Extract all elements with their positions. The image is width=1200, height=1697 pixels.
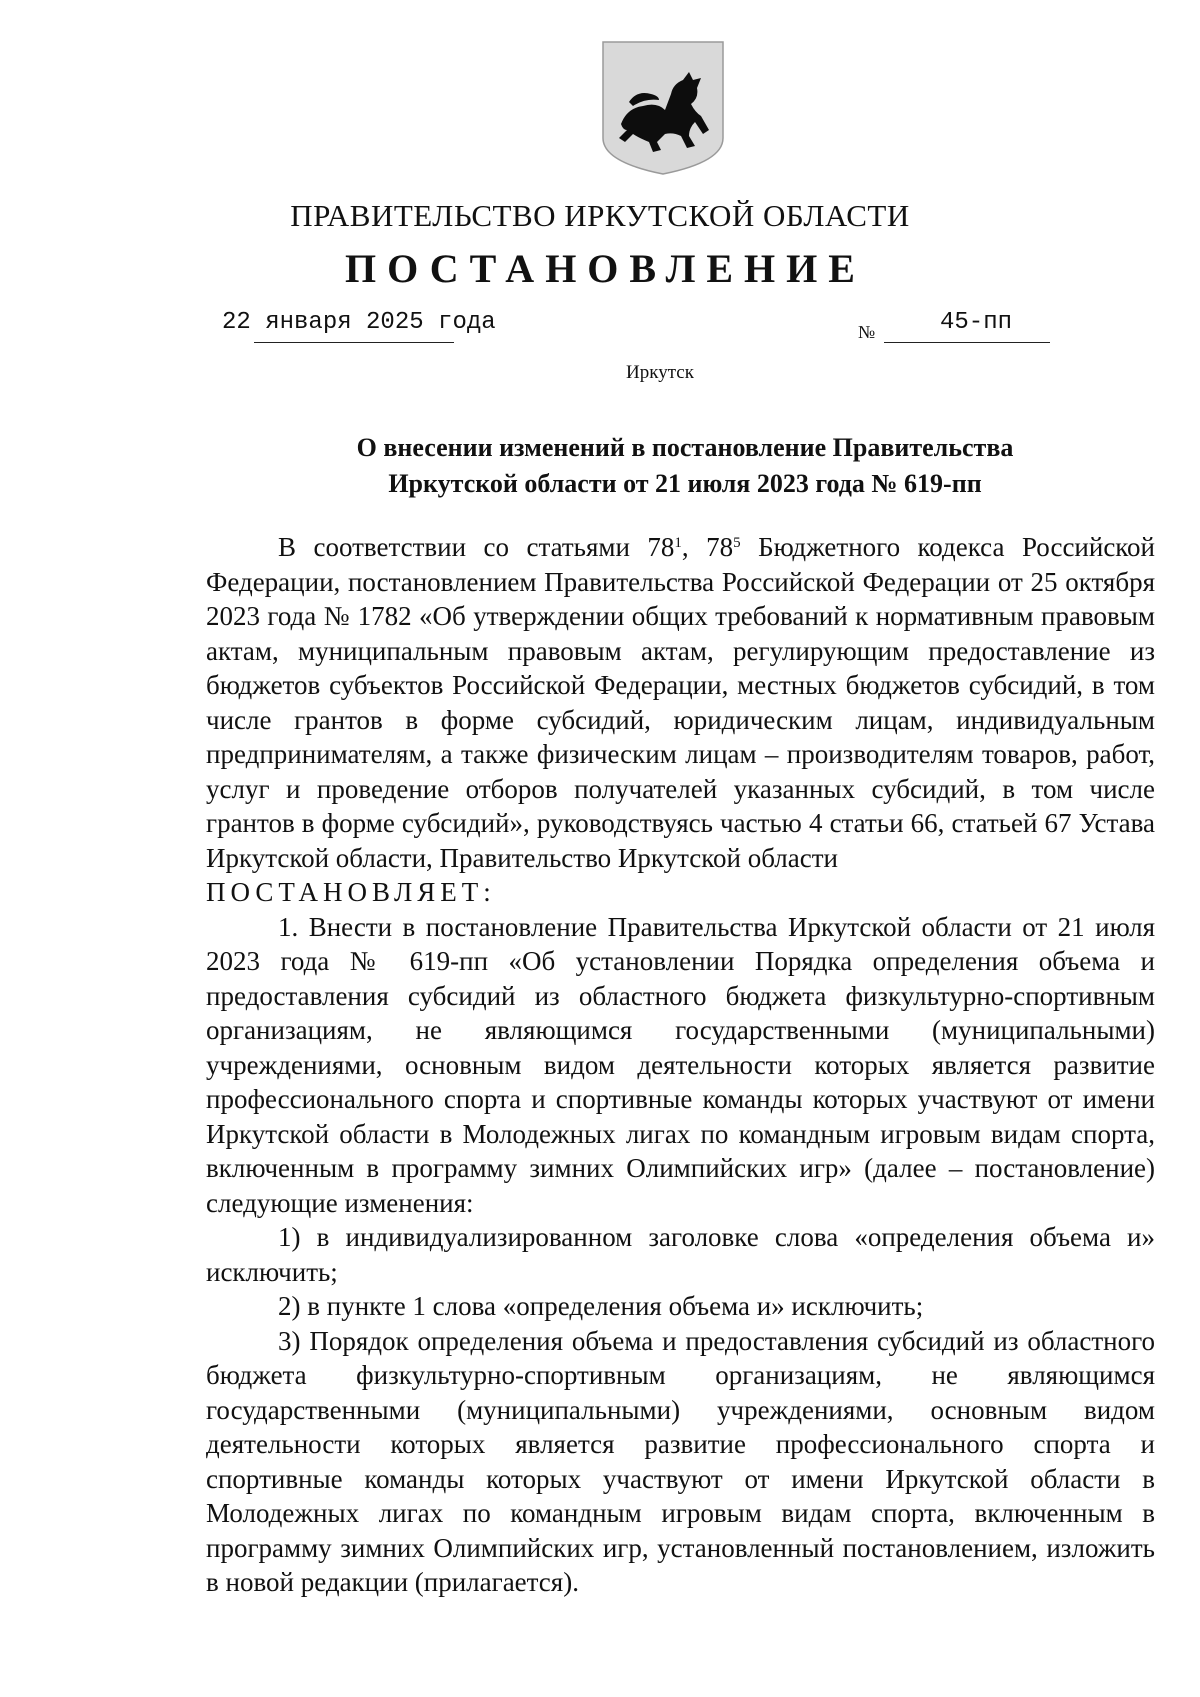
coat-of-arms-emblem [599,38,727,178]
number-sign: № [858,322,876,342]
preamble-text-2: , 78 [681,532,734,562]
document-type: ПОСТАНОВЛЕНИЕ [345,246,866,291]
city-name: Иркутск [626,362,694,383]
resolves-heading: ПОСТАНОВЛЯЕТ: [206,877,496,907]
government-name: ПРАВИТЕЛЬСТВО ИРКУТСКОЙ ОБЛАСТИ [290,198,910,233]
superscript-5: 5 [733,535,741,551]
date-underline [254,342,454,343]
item-1-paragraph: 1. Внести в постановление Правительства Иркутской области от 21 июля 2023 года № 619-пп «Об установлении Порядка определения объема и предоставления субсидий из областного бюджета физкультурно-спортивным организациям, не являющимся государственными (муниципальными) учреждениями, основным видом деятельности которых является развитие профессионального спорта и спортивные команды которых участвуют от имени Иркутской области в Молодежных лигах по командным игровым видам спорта, включенным в программу зимних Олимпийских игр» (далее – постановление) следующие изменения: [206,911,1155,1218]
subitem-2-paragraph: 2) в пункте 1 слова «определения объема и» исключить; [278,1291,924,1321]
document-body [206,530,1155,1600]
document-title [210,430,1160,502]
superscript-1: 1 [674,535,682,551]
preamble-paragraph [206,530,1155,875]
document-number: 45-пп [940,309,1013,336]
emblem-shield [603,42,723,174]
number-underline [884,342,1050,343]
preamble-text-3: Бюджетного кодекса Российской Федерации, постановлением Правительства Российской Федерации от 25 октября 2023 года № 1782 «Об утверждении общих требований к нормативным правовым актам, муниципальным правовым актам, регулирующим предоставление из бюджетов субъектов Российской Федерации, местных бюджетов субсидий, в том числе грантов в форме субсидий, юридическим лицам, индивидуальным предпринимателям, а также физическим лицам – производителям товаров, работ, услуг и проведение отборов получателей указанных субсидий, в том числе грантов в форме субсидий», руководствуясь частью 4 статьи 66, статьей 67 Устава Иркутской области, Правительство Иркутской области [206,532,1155,873]
subitem-3-paragraph: 3) Порядок определения объема и предоставления субсидий из областного бюджета физкультурно-спортивным организациям, не являющимся государственными (муниципальными) учреждениями, основным видом деятельности которых является развитие профессионального спорта и спортивные команды которых участвуют от имени Иркутской области в Молодежных лигах по командным игровым видам спорта, включенным в программу зимних Олимпийских игр, установленный постановлением, изложить в новой редакции (прилагается). [206,1325,1155,1597]
preamble-text-1: В соответствии со статьями 78 [278,532,675,562]
title-line-2: Иркутской области от 21 июля 2023 года № 619-пп [388,469,982,498]
title-line-1: О внесении изменений в постановление Правительства [356,433,1014,462]
document-date: 22 января 2025 года [222,309,496,336]
subitem-1-paragraph: 1) в индивидуализированном заголовке слова «определения объема и» исключить; [206,1222,1155,1287]
